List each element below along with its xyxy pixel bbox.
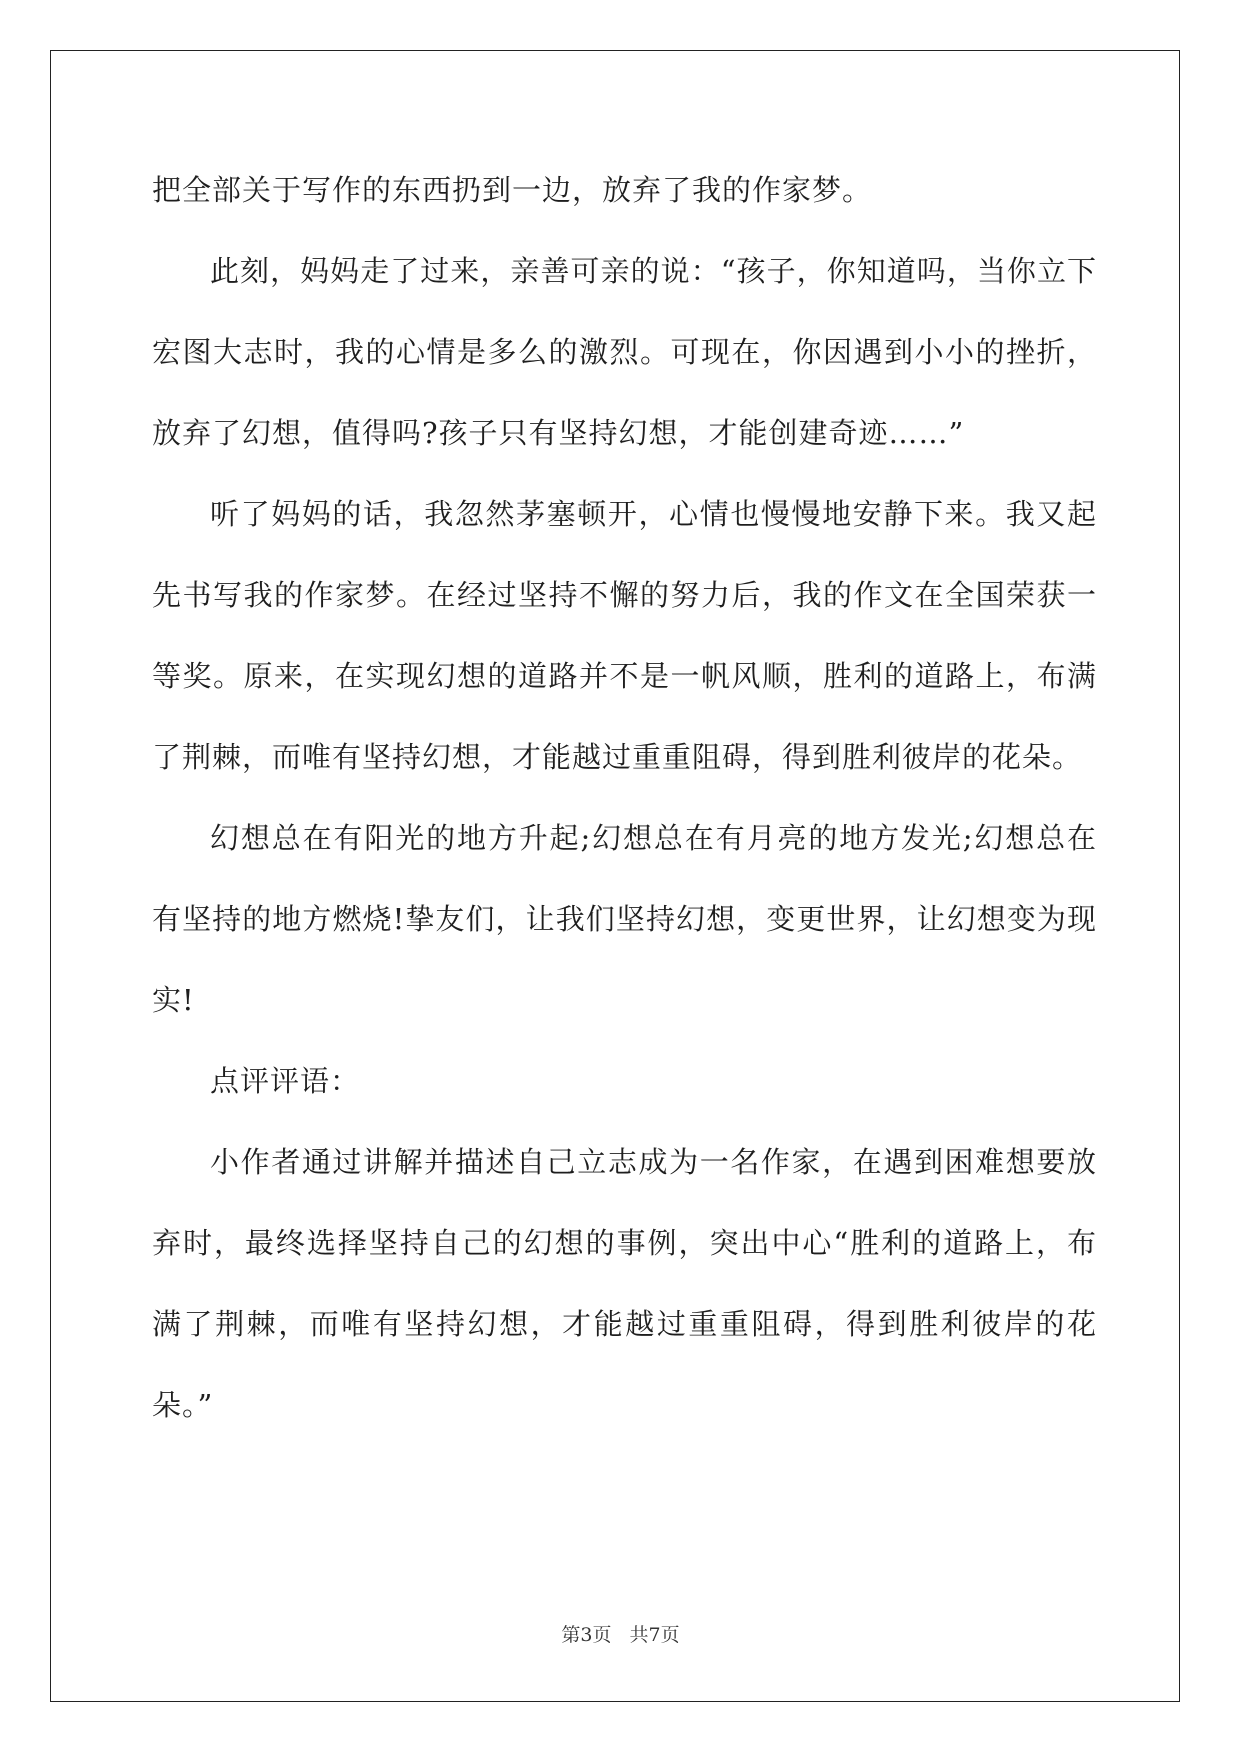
document-body [152,150,1097,1446]
paragraph-3: 听了妈妈的话，我忽然茅塞顿开，心情也慢慢地安静下来。我又起先书写我的作家梦。在经过坚持不懈的努力后，我的作文在全国荣获一等奖。原来，在实现幻想的道路并不是一帆风顺，胜利的道路上，布满了荆棘，而唯有坚持幻想，才能越过重重阻碍，得到胜利彼岸的花朵。 [152,497,1097,774]
paragraph-1: 把全部关于写作的东西扔到一边，放弃了我的作家梦。 [152,173,873,207]
page-footer [0,1620,1241,1647]
page-number-current: 第3页 [561,1624,612,1646]
paragraph-commentary-heading: 点评评语： [210,1064,361,1098]
paragraph-2: 此刻，妈妈走了过来，亲善可亲的说：“孩子，你知道吗，当你立下宏图大志时，我的心情是多么的激烈。可现在，你因遇到小小的挫折，放弃了幻想，值得吗?孩子只有坚持幻想，才能创建奇迹……” [152,254,1097,450]
paragraph-commentary: 小作者通过讲解并描述自己立志成为一名作家，在遇到困难想要放弃时，最终选择坚持自己的幻想的事例，突出中心“胜利的道路上，布满了荆棘，而唯有坚持幻想，才能越过重重阻碍，得到胜利彼岸的花朵。” [152,1145,1097,1422]
page-number-total: 共7页 [629,1624,680,1646]
paragraph-4: 幻想总在有阳光的地方升起;幻想总在有月亮的地方发光;幻想总在有坚持的地方燃烧!挚友们，让我们坚持幻想，变更世界，让幻想变为现实! [152,821,1097,1017]
